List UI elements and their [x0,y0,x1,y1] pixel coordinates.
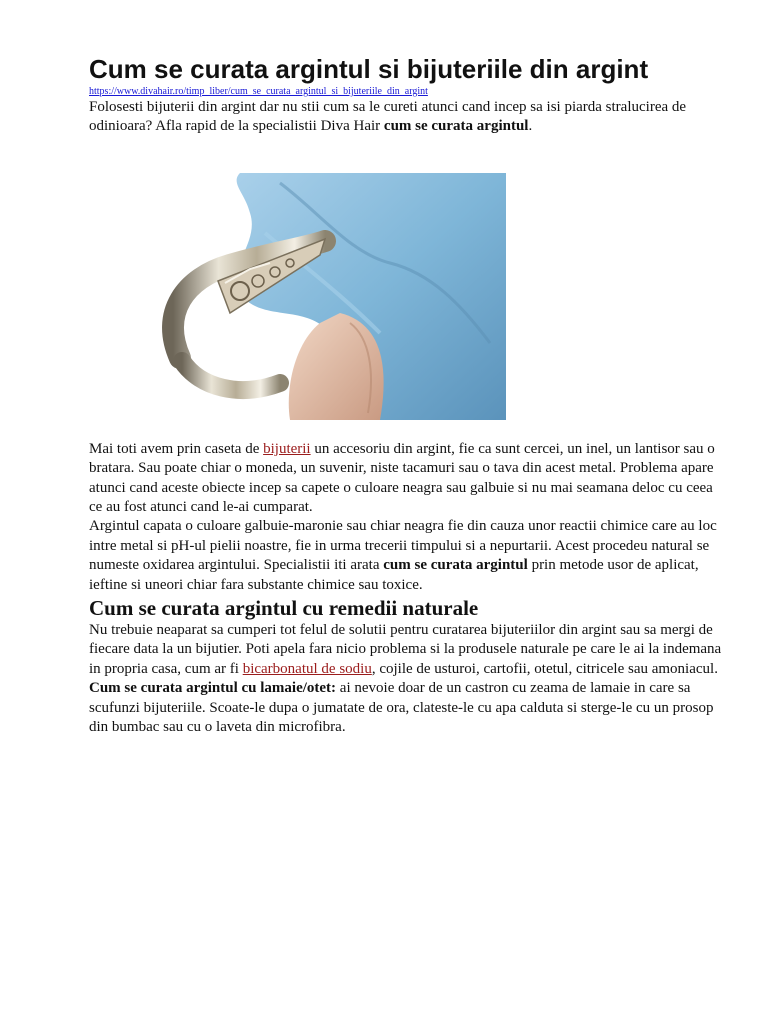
intro-bold: cum se curata argintul [383,118,529,135]
source-url-link[interactable]: https://www.divahair.ro/timp_liber/cum_se_curata_argintul_si_bijuteriile_din_argint [89,86,428,97]
p2-before: Argintul capata o culoare galbuie-maronie sau chiar neagra fie din cauza unor reactii chimice care au loc intre metal si pH-ul pielii noastre, fie in urma trecerii timpului si a nepurtarii. Acest procedeu natural se numeste oxidarea argintului. Specialistii iti arata [89,518,717,574]
bijuterii-link[interactable]: bijuterii [263,440,311,457]
article [89,52,729,738]
intro-end: . [528,118,533,135]
paragraph-3 [89,621,729,679]
bicarbonat-link[interactable]: bicarbonatul de sodiu [242,660,372,677]
paragraph-1 [89,440,729,518]
p1-before: Mai toti avem prin caseta de [89,440,264,457]
intro-text: Folosesti bijuterii din argint dar nu stii cum sa le cureti atunci cand incep sa isi piarda stralucirea de odinioara? Afla rapid de la specialistii Diva Hair [89,99,687,135]
p2-bold: cum se curata argintul [383,557,528,574]
paragraph-4 [89,679,729,737]
p3-after: , cojile de usturoi, cartofii, otetul, citricele sau amoniacul. [371,660,718,677]
article-title: Cum se curata argintul si bijuteriile din argint [89,54,649,84]
silver-bracelet-photo [90,173,506,420]
p4-after: ai nevoie doar de un castron cu zeama de lamaie in care sa scufunzi bijuteriile. Scoate-le dupa o jumatate de ora, clateste-le cu apa calduta si sterge-le cu un prosop din bumbac sau cu o laveta din microfibra. [89,680,714,736]
p1-after: un accesoriu din argint, fie ca sunt cercei, un inel, un lantisor sau o bratara. Sau poate chiar o moneda, un suvenir, niste tacamuri sau o tava din acest metal. Problema apare atunci cand aceste obiecte incep sa capete o culoare neagra sau galbuie si nu mai seamana deloc cu ceea ce au fost atunci cand le-ai cumparat. [89,440,715,516]
p3-before: Nu trebuie neaparat sa cumperi tot felul de solutii pentru curatarea bijuteriilor din argint sau sa mergi de fiecare data la un bijutier. Poti apela fara nicio problema si la produsele naturale pe care le ai la indemana in propria casa, cum ar fi [89,622,722,677]
p4-bold: Cum se curata argintul cu lamaie/otet: [89,680,337,697]
section-heading: Cum se curata argintul cu remedii naturale [89,596,479,621]
paragraph-2 [89,517,729,595]
p2-after: prin metode usor de aplicat, ieftine si uneori chiar fara substante chimice sau toxice. [89,557,699,593]
intro-paragraph [89,98,729,137]
